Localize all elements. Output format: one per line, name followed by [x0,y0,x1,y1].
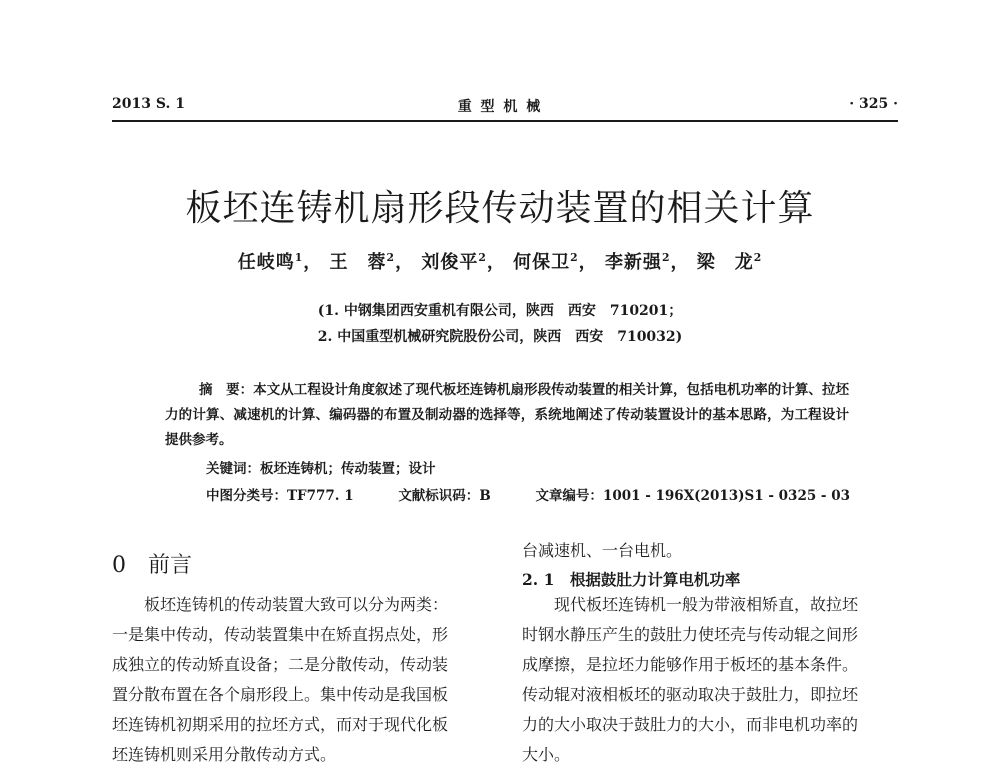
doc-code-value: B [479,488,491,504]
author: 李新强 [604,252,662,273]
author-affiliation-mark: 2 [753,251,763,264]
doc-code-label: 文献标识码： [398,488,480,504]
clc-label: 中图分类号： [206,488,287,504]
subsection-heading: 2. 1 根据鼓肚力计算电机功率 [522,570,741,589]
author-affiliation-mark: 1 [294,251,304,264]
affiliation-line: (1. 中钢集团西安重机有限公司，陕西 西安 710201； [317,303,683,319]
header-rule [112,120,898,122]
keywords-text: 板坯连铸机；传动装置；设计 [260,461,436,477]
author: 王 蓉 [329,252,387,273]
author: 任岐鸣 [237,252,295,273]
author-affiliation-mark: 2 [570,251,579,264]
left-column-text [112,590,492,770]
text-line: 成独立的传动矫直设备；二是分散传动，传动装 [112,655,449,674]
article-number-value: 1001 - 196X(2013)S1 - 0325 - 03 [602,488,851,504]
text-line: 坯连铸机则采用分散传动方式。 [112,745,337,764]
running-header-page: · 325 · [849,96,898,112]
text-line: 坯连铸机初期采用的拉坯方式，而对于现代化板 [112,715,449,734]
text-line: 力的大小取决于鼓肚力的大小，而非电机功率的 [522,715,859,734]
author: 何保卫 [513,252,571,273]
paper-title: 板坯连铸机扇形段传动装置的相关计算 [185,188,815,229]
abstract-label: 摘 要： [199,382,254,398]
text-line: 时钢水静压产生的鼓肚力使坯壳与传动辊之间形 [522,625,859,644]
text-line: 现代板坯连铸机一般为带液相矫直，故拉坯 [522,595,859,614]
text-line: 大小。 [522,745,571,764]
text-line: 置分散布置在各个扇形段上。集中传动是我国板 [112,685,449,704]
keywords [206,457,436,477]
author-affiliation-mark: 2 [386,251,396,264]
section-heading: 0 前言 [112,553,192,578]
right-column-text [522,590,902,770]
text-line: 传动辊对液相板坯的驱动取决于鼓肚力，即拉坯 [522,685,859,704]
running-header-journal: 重 型 机 械 [457,99,543,115]
keywords-label: 关键词： [206,461,260,477]
text-line: 板坯连铸机的传动装置大致可以分为两类： [112,595,449,614]
right-column-lead: 台减速机、一台电机。 [522,541,683,560]
abstract [165,378,849,453]
running-header-issue: 2013 S. 1 [112,96,185,112]
author: 梁 龙 [696,252,754,273]
author-affiliation-mark: 2 [661,251,671,264]
abstract-text: 本文从工程设计角度叙述了现代板坯连铸机扇形段传动装置的相关计算，包括电机功率的计算、拉坯力的计算、减速机的计算、编码器的布置及制动器的选择等，系统地阐述了传动装置设计的基本思路，为工程设计提供参考。 [165,382,850,448]
author-list: 任岐鸣$^1$， 王 蓉$^2$， 刘俊平$^2$， 何保卫$^2$， 李新强$^2$， 梁 龙$^2$ [237,251,763,273]
author: 刘俊平 [421,252,479,273]
text-line: 成摩擦，是拉坯力能够作用于板坯的基本条件。 [522,655,859,674]
text-line: 一是集中传动，传动装置集中在矫直拐点处，形 [112,625,449,644]
clc-value: TF777. 1 [287,488,354,504]
author-affiliation-mark: 2 [478,251,487,264]
affiliation-line: 2. 中国重型机械研究院股份公司，陕西 西安 710032) [317,329,683,345]
article-number-label: 文章编号： [535,488,603,504]
classification-line [206,484,850,504]
